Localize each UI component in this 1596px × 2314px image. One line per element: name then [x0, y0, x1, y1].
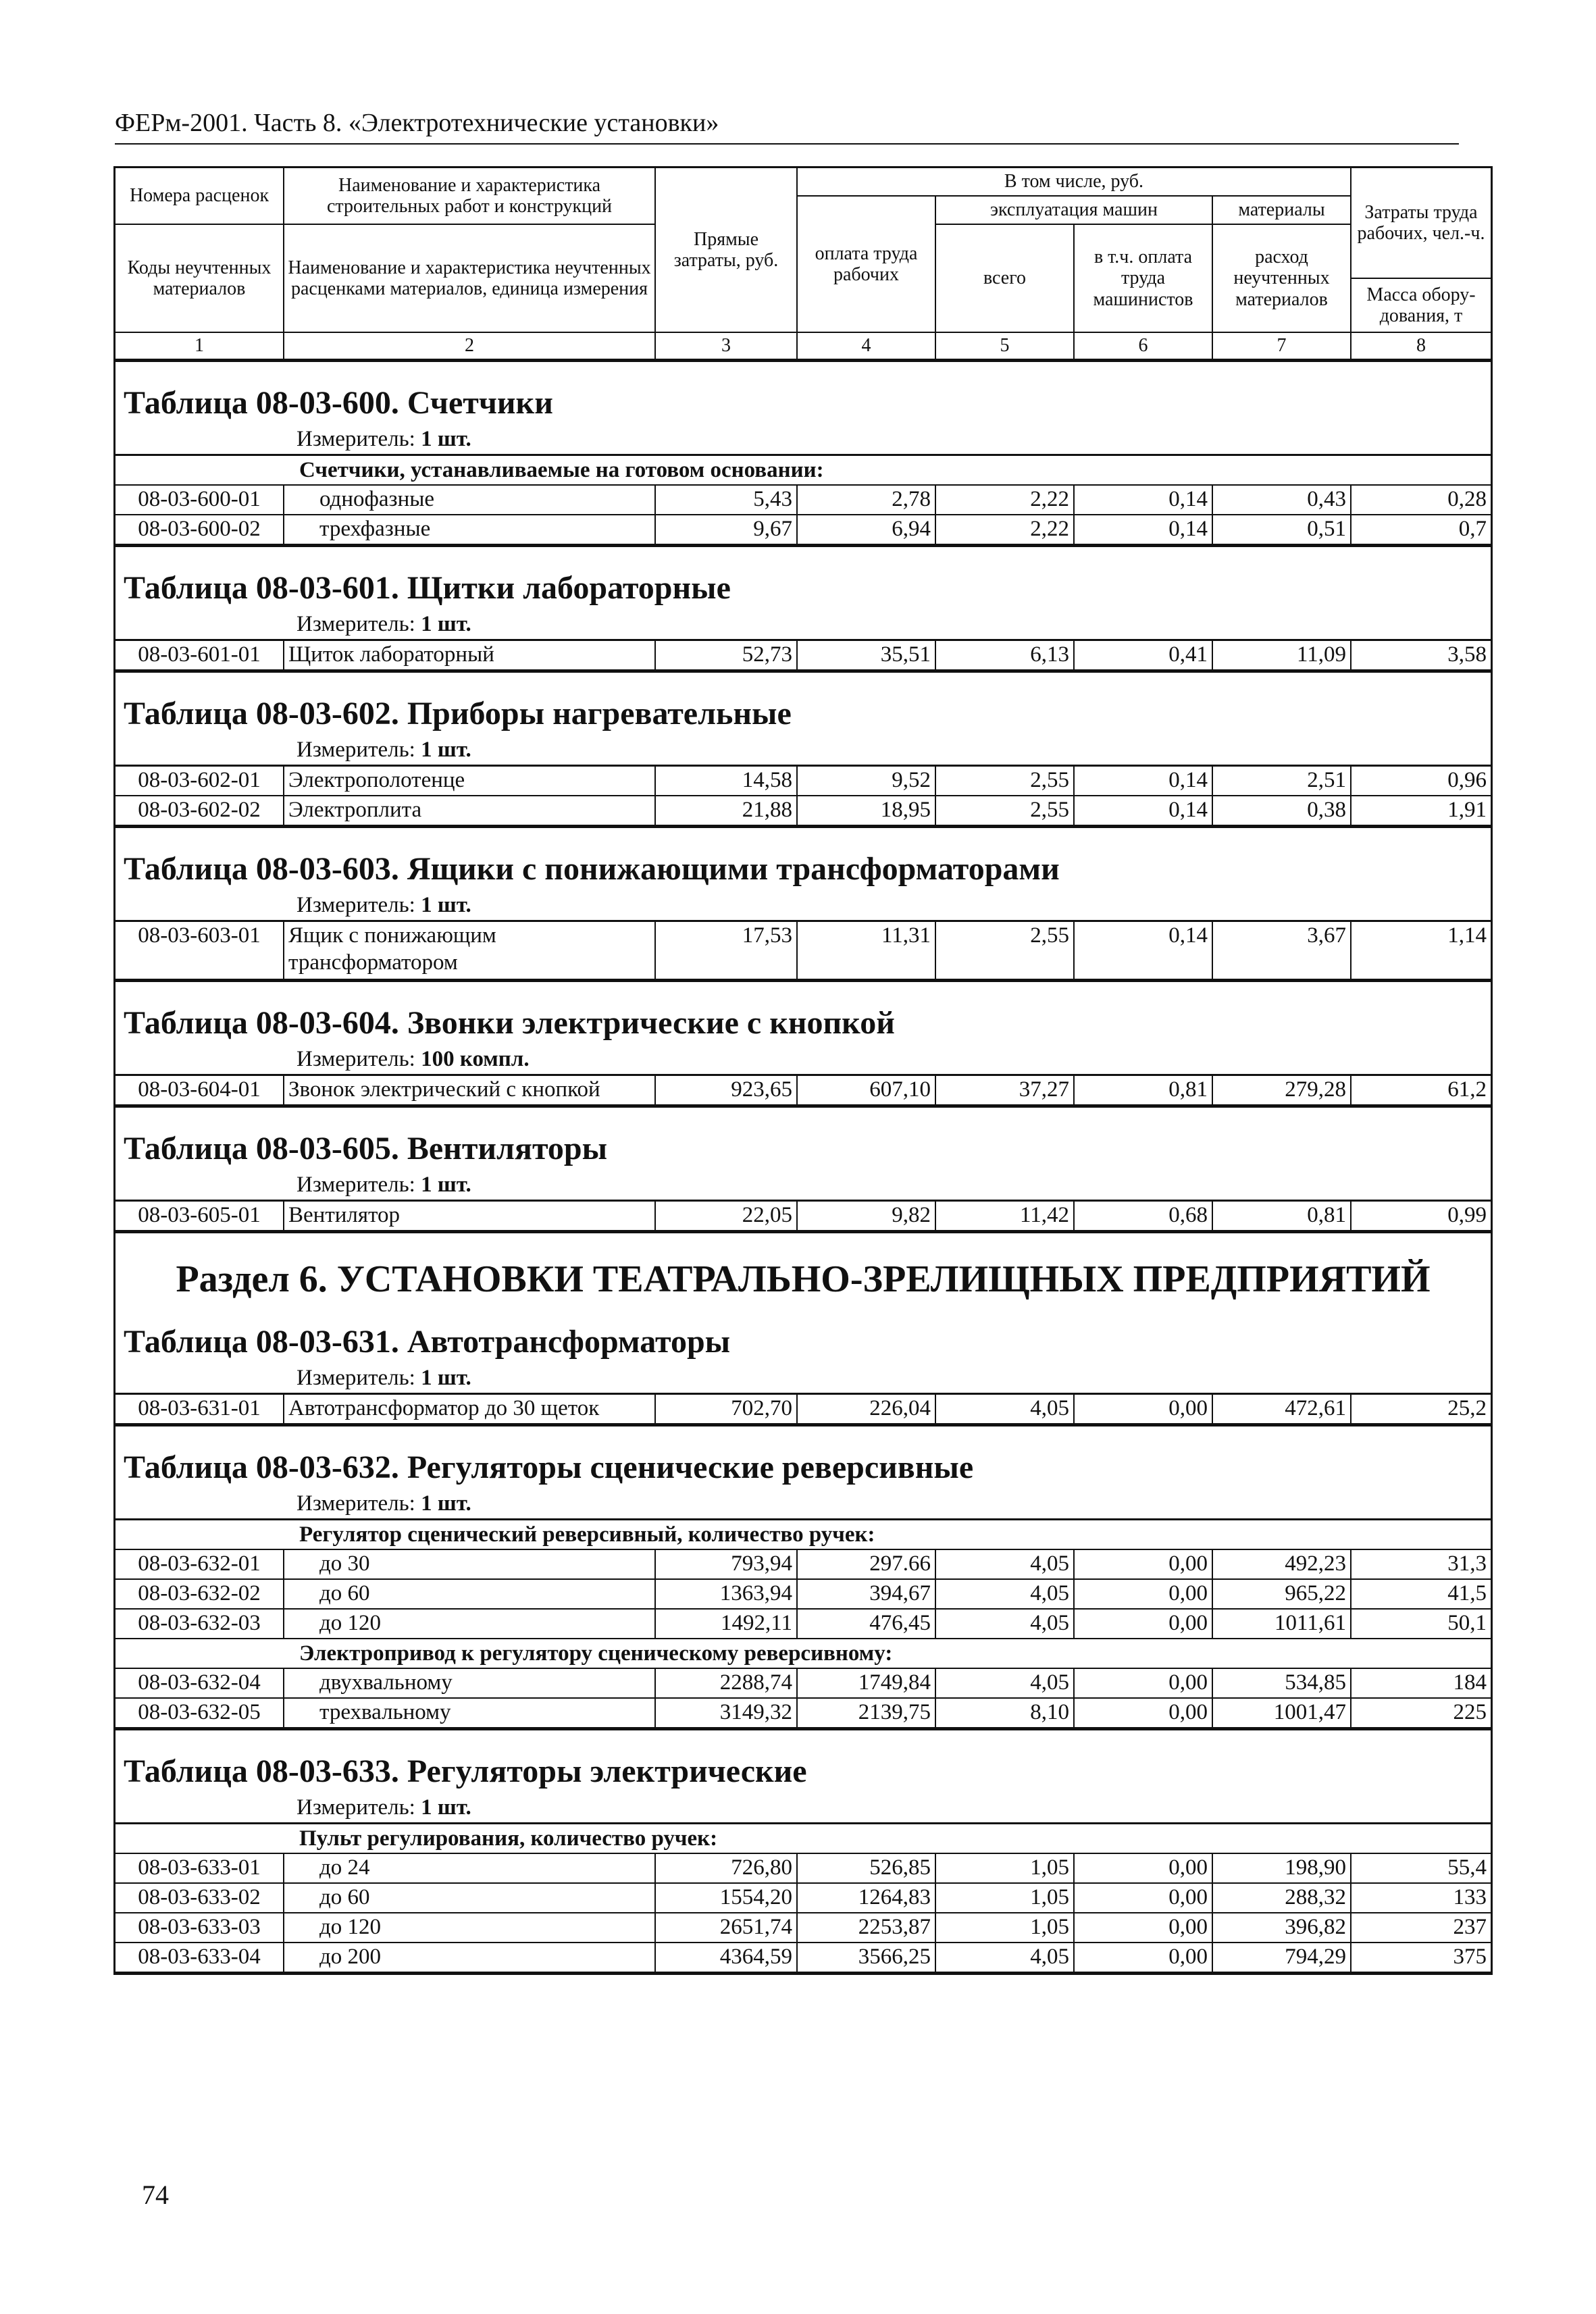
labor: 0,99	[1447, 1203, 1487, 1227]
work-name: до 24	[284, 1854, 656, 1882]
rate-code: 08-03-600-02	[115, 515, 284, 544]
col-number: 7	[1213, 333, 1352, 360]
measure-unit	[297, 1489, 1491, 1518]
direct-costs: 702,70	[656, 1395, 798, 1423]
wages: 1749,84	[798, 1669, 936, 1697]
direct-costs: 923,65	[656, 1076, 798, 1104]
wages: 2139,75	[798, 1699, 936, 1727]
labor: 50,1	[1447, 1611, 1487, 1635]
col-number: 3	[656, 333, 798, 360]
col-header-direct-costs: Прямые затраты, руб.	[656, 168, 798, 333]
wages: 9,52	[798, 767, 936, 795]
col-header-wages: оплата труда рабочих	[798, 197, 936, 333]
table-row	[115, 1913, 1491, 1943]
machinist-wages: 0,00	[1075, 1580, 1213, 1608]
col-header-total: всего	[936, 225, 1075, 333]
machines-total: 1,05	[936, 1913, 1075, 1942]
work-name: Звонок электрический с кнопкой	[284, 1076, 656, 1104]
col-number: 2	[284, 333, 656, 360]
materials: 0,38	[1213, 796, 1352, 825]
table-section	[115, 545, 1491, 671]
wages: 526,85	[798, 1854, 936, 1882]
table-subheading: Электропривод к регулятору сценическому реверсивному:	[115, 1639, 1491, 1669]
machinist-wages: 0,14	[1075, 796, 1213, 825]
labor: 25,2	[1447, 1396, 1487, 1420]
table-section	[115, 1106, 1491, 1231]
wages: 394,67	[798, 1580, 936, 1608]
labor: 225	[1453, 1700, 1487, 1724]
col-header-material-codes: Коды неучтенных материалов	[115, 225, 284, 333]
table-title: Таблица 08-03-601. Щитки лабораторные	[124, 570, 731, 606]
machinist-wages: 0,14	[1075, 922, 1213, 979]
measure-unit	[297, 1170, 1491, 1200]
machines-total: 2,22	[936, 515, 1075, 544]
rate-code: 08-03-604-01	[115, 1076, 284, 1104]
labor: 1,91	[1447, 798, 1487, 822]
measure-unit	[297, 1363, 1491, 1393]
measure-unit	[297, 1793, 1491, 1822]
machinist-wages: 0,14	[1075, 486, 1213, 514]
measure-label: Измеритель:	[297, 1173, 415, 1197]
table-title: Таблица 08-03-632. Регуляторы сценические реверсивные	[124, 1449, 974, 1485]
rate-code: 08-03-633-02	[115, 1884, 284, 1912]
materials: 492,23	[1213, 1550, 1352, 1578]
measure-value: 1 шт.	[421, 893, 471, 917]
table-row	[115, 486, 1491, 515]
measure-value: 1 шт.	[421, 1491, 471, 1516]
machinist-wages: 0,00	[1075, 1699, 1213, 1727]
direct-costs: 22,05	[656, 1202, 798, 1230]
price-table	[113, 166, 1493, 1975]
machinist-wages: 0,14	[1075, 515, 1213, 544]
materials: 2,51	[1213, 767, 1352, 795]
work-name: однофазные	[284, 486, 656, 514]
table-body	[115, 1393, 1491, 1424]
labor: 375	[1453, 1945, 1487, 1969]
direct-costs: 1363,94	[656, 1580, 798, 1608]
measure-label: Измеритель:	[297, 1491, 415, 1516]
col-number: 8	[1352, 333, 1491, 360]
measure-value: 1 шт.	[421, 1795, 471, 1820]
machines-total: 2,55	[936, 796, 1075, 825]
wages: 9,82	[798, 1202, 936, 1230]
materials: 0,43	[1213, 486, 1352, 514]
machinist-wages: 0,68	[1075, 1202, 1213, 1230]
machines-total: 2,55	[936, 922, 1075, 979]
measure-label: Измеритель:	[297, 1366, 415, 1390]
materials: 3,67	[1213, 922, 1352, 979]
work-name: Электроплита	[284, 796, 656, 825]
work-name: до 30	[284, 1550, 656, 1578]
direct-costs: 21,88	[656, 796, 798, 825]
table-subheading: Пульт регулирования, количество ручек:	[115, 1824, 1491, 1854]
section-title: Раздел 6. УСТАНОВКИ ТЕАТРАЛЬНО-ЗРЕЛИЩНЫХ ПРЕДПРИЯТИЙ	[176, 1258, 1431, 1300]
rate-code: 08-03-632-02	[115, 1580, 284, 1608]
table-row	[115, 1669, 1491, 1699]
labor: 0,7	[1458, 517, 1487, 541]
materials: 288,32	[1213, 1884, 1352, 1912]
direct-costs: 4364,59	[656, 1943, 798, 1972]
wages: 6,94	[798, 515, 936, 544]
wages: 607,10	[798, 1076, 936, 1104]
machinist-wages: 0,00	[1075, 1884, 1213, 1912]
machines-total: 1,05	[936, 1884, 1075, 1912]
measure-unit	[297, 424, 1491, 454]
table-title: Таблица 08-03-631. Автотрансформаторы	[124, 1324, 731, 1360]
table-title: Таблица 08-03-602. Приборы нагревательные	[124, 696, 792, 731]
table-title: Таблица 08-03-605. Вентиляторы	[124, 1131, 608, 1166]
direct-costs: 726,80	[656, 1854, 798, 1882]
machinist-wages: 0,00	[1075, 1395, 1213, 1423]
work-name: до 60	[284, 1580, 656, 1608]
measure-unit	[297, 890, 1491, 920]
col-header-unaccounted: расход неучтенных материалов	[1213, 225, 1352, 333]
machines-total: 4,05	[936, 1550, 1075, 1578]
machines-total: 8,10	[936, 1699, 1075, 1727]
direct-costs: 5,43	[656, 486, 798, 514]
direct-costs: 2651,74	[656, 1913, 798, 1942]
table-section	[115, 1728, 1491, 1973]
machinist-wages: 0,00	[1075, 1854, 1213, 1882]
wages: 18,95	[798, 796, 936, 825]
table-section	[115, 671, 1491, 826]
col-header-codes: Номера расценок	[115, 168, 284, 225]
col-header-machines: эксплуатация машин	[936, 197, 1213, 225]
direct-costs: 1492,11	[656, 1610, 798, 1638]
table-title: Таблица 08-03-633. Регуляторы электрические	[124, 1753, 807, 1789]
wages: 476,45	[798, 1610, 936, 1638]
machinist-wages: 0,00	[1075, 1913, 1213, 1942]
direct-costs: 52,73	[656, 641, 798, 669]
table-row	[115, 1699, 1491, 1728]
materials: 1011,61	[1213, 1610, 1352, 1638]
work-name: двухвальному	[284, 1669, 656, 1697]
wages: 297.66	[798, 1550, 936, 1578]
col-number: 5	[936, 333, 1075, 360]
labor: 61,2	[1447, 1077, 1487, 1102]
direct-costs: 1554,20	[656, 1884, 798, 1912]
table-body	[115, 765, 1491, 826]
rate-code: 08-03-632-05	[115, 1699, 284, 1727]
work-name: Вентилятор	[284, 1202, 656, 1230]
rate-code: 08-03-633-04	[115, 1943, 284, 1972]
machinist-wages: 0,00	[1075, 1943, 1213, 1972]
column-header-block	[115, 166, 1491, 360]
rate-code: 08-03-603-01	[115, 922, 284, 979]
table-row	[115, 1580, 1491, 1610]
col-header-including: В том числе, руб.	[798, 168, 1352, 197]
measure-label: Измеритель:	[297, 893, 415, 917]
measure-label: Измеритель:	[297, 427, 415, 451]
materials: 534,85	[1213, 1669, 1352, 1697]
measure-value: 100 компл.	[421, 1047, 530, 1071]
materials: 794,29	[1213, 1943, 1352, 1972]
work-name: Электрополотенце	[284, 767, 656, 795]
work-name: трехвальному	[284, 1699, 656, 1727]
table-section	[115, 1231, 1491, 1424]
table-title: Таблица 08-03-603. Ящики с понижающими трансформаторами	[124, 851, 1060, 887]
table-title: Таблица 08-03-604. Звонки электрические с кнопкой	[124, 1005, 895, 1041]
table-title: Таблица 08-03-600. Счетчики	[124, 385, 553, 421]
machines-total: 6,13	[936, 641, 1075, 669]
col-number: 6	[1075, 333, 1213, 360]
table-row	[115, 1884, 1491, 1913]
machines-total: 1,05	[936, 1854, 1075, 1882]
measure-unit	[297, 1044, 1491, 1074]
machines-total: 11,42	[936, 1202, 1075, 1230]
measure-value: 1 шт.	[421, 1173, 471, 1197]
materials: 472,61	[1213, 1395, 1352, 1423]
table-row	[115, 1854, 1491, 1884]
rate-code: 08-03-602-02	[115, 796, 284, 825]
table-subheading: Регулятор сценический реверсивный, количество ручек:	[115, 1520, 1491, 1550]
table-section	[115, 360, 1491, 545]
work-name: трехфазные	[284, 515, 656, 544]
wages: 3566,25	[798, 1943, 936, 1972]
table-row	[115, 1610, 1491, 1639]
table-body	[115, 1822, 1491, 1973]
labor: 3,58	[1447, 642, 1487, 667]
measure-value: 1 шт.	[421, 612, 471, 636]
table-body	[115, 454, 1491, 545]
work-name: Щиток лабораторный	[284, 641, 656, 669]
materials: 965,22	[1213, 1580, 1352, 1608]
work-name: Автотрансформатор до 30 щеток	[284, 1395, 656, 1423]
direct-costs: 14,58	[656, 767, 798, 795]
wages: 226,04	[798, 1395, 936, 1423]
materials: 0,81	[1213, 1202, 1352, 1230]
rate-code: 08-03-601-01	[115, 641, 284, 669]
measure-unit	[297, 609, 1491, 639]
rate-code: 08-03-600-01	[115, 486, 284, 514]
labor: 0,28	[1447, 487, 1487, 511]
table-row	[115, 1395, 1491, 1424]
wages: 2,78	[798, 486, 936, 514]
col-header-mass: Масса обору-дования, т	[1352, 279, 1491, 333]
labor: 41,5	[1447, 1581, 1487, 1605]
measure-unit	[297, 735, 1491, 765]
table-row	[115, 515, 1491, 545]
wages: 2253,87	[798, 1913, 936, 1942]
machines-total: 4,05	[936, 1580, 1075, 1608]
measure-label: Измеритель:	[297, 612, 415, 636]
rate-code: 08-03-602-01	[115, 767, 284, 795]
labor: 0,96	[1447, 768, 1487, 792]
materials: 279,28	[1213, 1076, 1352, 1104]
direct-costs: 793,94	[656, 1550, 798, 1578]
page-number: 74	[142, 2180, 169, 2210]
table-row	[115, 641, 1491, 671]
work-name: до 120	[284, 1913, 656, 1942]
measure-value: 1 шт.	[421, 1366, 471, 1390]
machines-total: 4,05	[936, 1610, 1075, 1638]
table-row	[115, 796, 1491, 826]
wages: 35,51	[798, 641, 936, 669]
work-name: до 200	[284, 1943, 656, 1972]
machines-total: 2,22	[936, 486, 1075, 514]
machines-total: 4,05	[936, 1669, 1075, 1697]
running-header: ФЕРм-2001. Часть 8. «Электротехнические установки»	[115, 108, 1459, 145]
labor: 31,3	[1447, 1551, 1487, 1576]
machinist-wages: 0,14	[1075, 767, 1213, 795]
work-name: Ящик с понижающим трансформатором	[284, 922, 656, 979]
table-row	[115, 1076, 1491, 1106]
table-row	[115, 1943, 1491, 1973]
table-section	[115, 980, 1491, 1106]
materials: 198,90	[1213, 1854, 1352, 1882]
labor: 184	[1453, 1670, 1487, 1695]
materials: 0,51	[1213, 515, 1352, 544]
direct-costs: 2288,74	[656, 1669, 798, 1697]
labor: 133	[1453, 1885, 1487, 1909]
machinist-wages: 0,00	[1075, 1550, 1213, 1578]
direct-costs: 3149,32	[656, 1699, 798, 1727]
machinist-wages: 0,81	[1075, 1076, 1213, 1104]
col-header-machinist-wages: в т.ч. оплата труда машинистов	[1075, 225, 1213, 333]
work-name: до 60	[284, 1884, 656, 1912]
table-body	[115, 920, 1491, 980]
tables-container	[115, 360, 1491, 1973]
machines-total: 37,27	[936, 1076, 1075, 1104]
rate-code: 08-03-605-01	[115, 1202, 284, 1230]
labor: 55,4	[1447, 1855, 1487, 1880]
table-section	[115, 826, 1491, 980]
work-name: до 120	[284, 1610, 656, 1638]
labor: 237	[1453, 1915, 1487, 1939]
machinist-wages: 0,00	[1075, 1610, 1213, 1638]
direct-costs: 17,53	[656, 922, 798, 979]
table-row	[115, 922, 1491, 980]
rate-code: 08-03-632-04	[115, 1669, 284, 1697]
col-number: 4	[798, 333, 936, 360]
labor: 1,14	[1447, 923, 1487, 948]
rate-code: 08-03-633-03	[115, 1913, 284, 1942]
measure-label: Измеритель:	[297, 738, 415, 762]
machines-total: 2,55	[936, 767, 1075, 795]
col-header-labor: Затраты труда рабочих, чел.-ч.	[1352, 168, 1491, 279]
measure-label: Измеритель:	[297, 1047, 415, 1071]
rate-code: 08-03-633-01	[115, 1854, 284, 1882]
measure-label: Измеритель:	[297, 1795, 415, 1820]
materials: 1001,47	[1213, 1699, 1352, 1727]
col-number: 1	[115, 333, 284, 360]
table-body	[115, 1074, 1491, 1106]
machines-total: 4,05	[936, 1943, 1075, 1972]
measure-value: 1 шт.	[421, 738, 471, 762]
rate-code: 08-03-632-01	[115, 1550, 284, 1578]
table-row	[115, 767, 1491, 796]
direct-costs: 9,67	[656, 515, 798, 544]
machines-total: 4,05	[936, 1395, 1075, 1423]
materials: 11,09	[1213, 641, 1352, 669]
col-header-materials: материалы	[1213, 197, 1352, 225]
table-row	[115, 1202, 1491, 1231]
machinist-wages: 0,41	[1075, 641, 1213, 669]
materials: 396,82	[1213, 1913, 1352, 1942]
table-row	[115, 1550, 1491, 1580]
rate-code: 08-03-631-01	[115, 1395, 284, 1423]
table-section	[115, 1424, 1491, 1728]
table-body	[115, 639, 1491, 671]
col-header-name: Наименование и характеристика строительных работ и конструкций	[284, 168, 656, 225]
table-body	[115, 1200, 1491, 1231]
rate-code: 08-03-632-03	[115, 1610, 284, 1638]
col-header-material-names: Наименование и характеристика неучтенных расценками материалов, единица измерения	[284, 225, 656, 333]
table-subheading: Счетчики, устанавливаемые на готовом основании:	[115, 456, 1491, 486]
table-body	[115, 1518, 1491, 1728]
measure-value: 1 шт.	[421, 427, 471, 451]
wages: 11,31	[798, 922, 936, 979]
machinist-wages: 0,00	[1075, 1669, 1213, 1697]
wages: 1264,83	[798, 1884, 936, 1912]
